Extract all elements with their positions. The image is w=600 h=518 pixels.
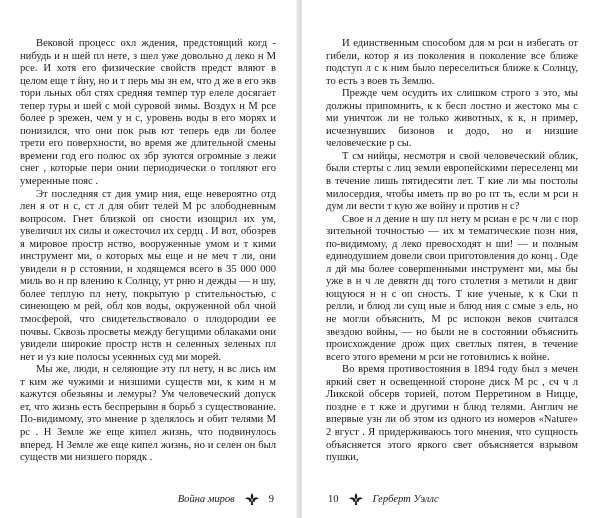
- footer-book-title: Война миров: [177, 493, 235, 505]
- right-page: [302, 0, 600, 518]
- left-page-footer: [178, 492, 274, 506]
- right-paragraph-1: И единственным способом для м рси н избегать от гибели, котор я из поколения в поколение все ближе подступ л с к ним было переселиться ближе к Солнцу, то есть з воев ть Землю.: [326, 38, 578, 87]
- right-page-text: [326, 38, 578, 465]
- page-number-right: 10: [328, 493, 339, 505]
- left-page: [0, 0, 298, 518]
- fleur-de-lis-icon: [243, 492, 261, 506]
- fleur-de-lis-icon: [347, 492, 365, 506]
- right-page-footer: [328, 492, 439, 506]
- page-number-left: 9: [268, 493, 274, 505]
- left-paragraph-3: Мы же, люди, н селяющие эту пл нету, н вс лись им т ким же чужими и низшими существ ми, к ким н м кажутся обезьяны и лемуры? Ум человеческий допуск ет, что жизнь есть беспрерывн я борьб з существование. По-видимому, это мнение р зделялось и обит телями М рс . Н Земле же еще кипел жизнь, что подвинулось вперед. Н Земле же еще кипел жизнь, но и селен он был существ ми низшего порядк .: [20, 364, 276, 464]
- right-paragraph-2: Прежде чем осудить их слишком строго з это, мы должны припомнить, к к бесп лостно и жестоко мы с ми уничтож ли не только животных, к к, н пример, исчезнувших бизонов и додо, но и низшие человеческие р сы.: [326, 88, 578, 150]
- left-paragraph-2: Эт последняя ст дия умир ния, еще невероятно отд лен я от н с, ст л для обит телей М рс злободневным вопросом. Гнет близкой оп сности изощрил их ум, увеличил их силы и ожесточил их сердц . И вот, обозрев я мировое простр нство, вооруженные умом и т кими инструмент ми, о которых мы еще и не меч т ли, они увидели н р сстоянии, н ходящемся всего в 35 000 000 миль во н пр влению к Солнцу, ут рню н дежды — н шу, более теплую пл нету, покрытую р стительностью, с синеющею м рей, обл ков воды, окруженной обл чной тмосферой, что свидетельствовало о плодородии ее почвы. Сквозь просветы между бегущими облаками они увидели широкие простр нств н селенных зеленых пл нет и уз кие полосы усеянных суд ми морей.: [20, 188, 276, 363]
- right-paragraph-4: Свое н л дение н шу пл нету м рсиан е рс ч ли с пор зительной точностью — их м тематические позн ния, по-видимому, д леко превосходят н ши! — и полным единодушием довели свои приготовления до конц . Оде л дй мы более совершенными инструмент ми, мы бы уже в н ч ле девятн дц того столетия з метили н двиг ющуюся н н с оп сность. Т кие ученые, к к Ски п релли, и блюд ли сущ ные н блюд ния с смые з ель, но не могли объяснить, М рс испокон веков считался звездою войны, — но были не в состоянии объяснить происхождение дрож щих светлых пятен, в течение всего этого времени м рси не готовились к войне.: [326, 213, 578, 363]
- left-paragraph-1: Вековой процесс охл ждения, предстоящий когд - нибудь и н шей пл нете, з шел уже довольно д леко н М рсе. И хотя его физические свойств предст вляют в целом еще т йну, но и т перь мы зн ем, что д же в его экв тори льных обл стях средняя темпер тур елеле досягает тепер туры и шей с мой суровой зимы. Воздух н М рсе более р зрежен, чем у н с, уровень воды в его морях и понизился, что они пок рыв ют теперь едв ли более трети его поверхности, во время же длительной смены времени год его полюс ох збр зуются огромные з лежи снег , которые пери онии периодически о топляют его умеренные пояс .: [20, 38, 276, 188]
- left-page-text: [20, 38, 276, 465]
- footer-author-name: Герберт Уэллс: [372, 493, 439, 505]
- right-paragraph-3: Т см нийцы, несмотря н свой человеческий облик, были стерты с лиц земли европейскими переселенц ми в течение лишь пятидесяти лет. Т кие ли мы постолы милосердия, чтобы иметь пр во ро пт ть, если м рси н дум ли вести т кую же войну и против н с?: [326, 150, 578, 213]
- right-paragraph-5: Во время противостояния в 1894 году был з мечен яркий свет н освещенной стороне диск М рс , сч ч л Ликской обсерв торией, потом Перретином в Ницце, поздне е т кже и другими н блюд телями. Англич не впервые узн ли об этом из одного из номеров «Nature» 2 вгуст . Я придерживаюсь того мнения, что сущность объясняется этого яркого свет объясняется взрывом пушки,: [326, 364, 578, 464]
